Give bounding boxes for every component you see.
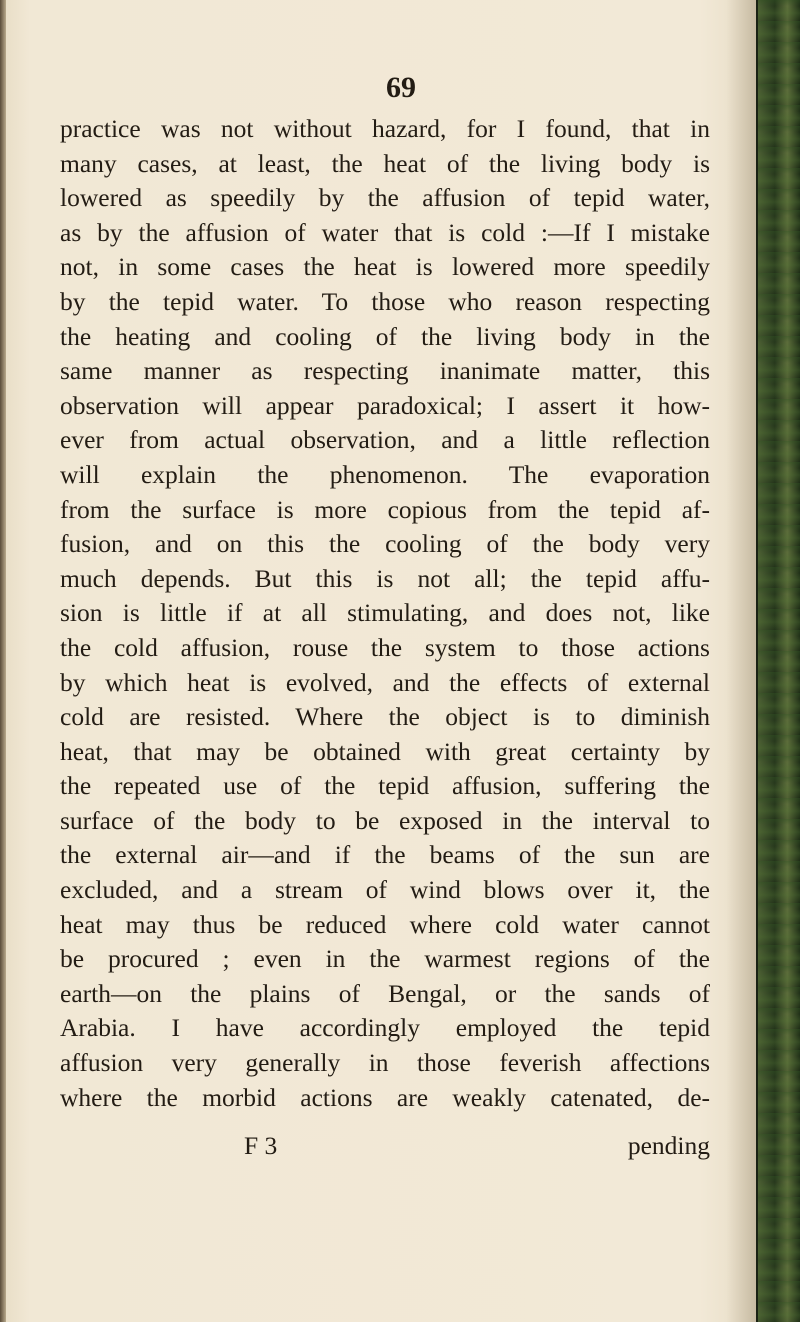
text-line: as by the affusion of water that is cold :—If I mistake bbox=[60, 217, 710, 247]
text-line: be procured ; even in the warmest regions of the bbox=[60, 944, 710, 974]
page-number: 69 bbox=[386, 71, 416, 104]
book-spine bbox=[758, 0, 800, 1322]
text-line: excluded, and a stream of wind blows over it, the bbox=[60, 875, 710, 905]
page-left-edge bbox=[0, 0, 6, 1322]
text-line: where the morbid actions are weakly catenated, de- bbox=[60, 1082, 710, 1112]
text-line: lowered as speedily by the affusion of tepid water, bbox=[60, 183, 710, 213]
text-line: heat may thus be reduced where cold water cannot bbox=[60, 909, 710, 939]
text-line: ever from actual observation, and a little reflection bbox=[60, 425, 710, 455]
text-line: sion is little if at all stimulating, and does not, like bbox=[60, 598, 710, 628]
text-line: many cases, at least, the heat of the living body is bbox=[60, 148, 710, 178]
text-line: practice was not without hazard, for I found, that in bbox=[60, 114, 710, 143]
text-line: heat, that may be obtained with great certainty by bbox=[60, 736, 710, 766]
text-line: much depends. But this is not all; the tepid affu- bbox=[60, 563, 710, 593]
text-line: the repeated use of the tepid affusion, suffering the bbox=[60, 771, 710, 801]
text-line: Arabia. I have accordingly employed the tepid bbox=[60, 1013, 710, 1043]
text-line: by which heat is evolved, and the effects of external bbox=[60, 667, 710, 697]
text-line: observation will appear paradoxical; I assert it how- bbox=[60, 390, 710, 420]
signature-mark: F 3 bbox=[244, 1131, 278, 1160]
body-text bbox=[60, 112, 710, 1115]
text-line: surface of the body to be exposed in the interval to bbox=[60, 805, 710, 835]
gutter-shadow bbox=[726, 0, 760, 1322]
text-line: the external air—and if the beams of the sun are bbox=[60, 840, 710, 870]
text-line: will explain the phenomenon. The evaporation bbox=[60, 459, 710, 489]
page-footer bbox=[60, 1126, 710, 1166]
text-line: same manner as respecting inanimate matter, this bbox=[60, 356, 710, 386]
text-line: by the tepid water. To those who reason respecting bbox=[60, 286, 710, 316]
text-line: the cold affusion, rouse the system to those actions bbox=[60, 632, 710, 662]
text-line: fusion, and on this the cooling of the body very bbox=[60, 529, 710, 559]
text-line: from the surface is more copious from the tepid af- bbox=[60, 494, 710, 524]
text-line: not, in some cases the heat is lowered more speedily bbox=[60, 252, 710, 282]
text-line: affusion very generally in those feverish affections bbox=[60, 1048, 710, 1078]
text-line: cold are resisted. Where the object is to diminish bbox=[60, 702, 710, 732]
catchword: pending bbox=[627, 1131, 710, 1160]
text-line: earth—on the plains of Bengal, or the sands of bbox=[60, 978, 710, 1008]
text-line: the heating and cooling of the living body in the bbox=[60, 321, 710, 351]
